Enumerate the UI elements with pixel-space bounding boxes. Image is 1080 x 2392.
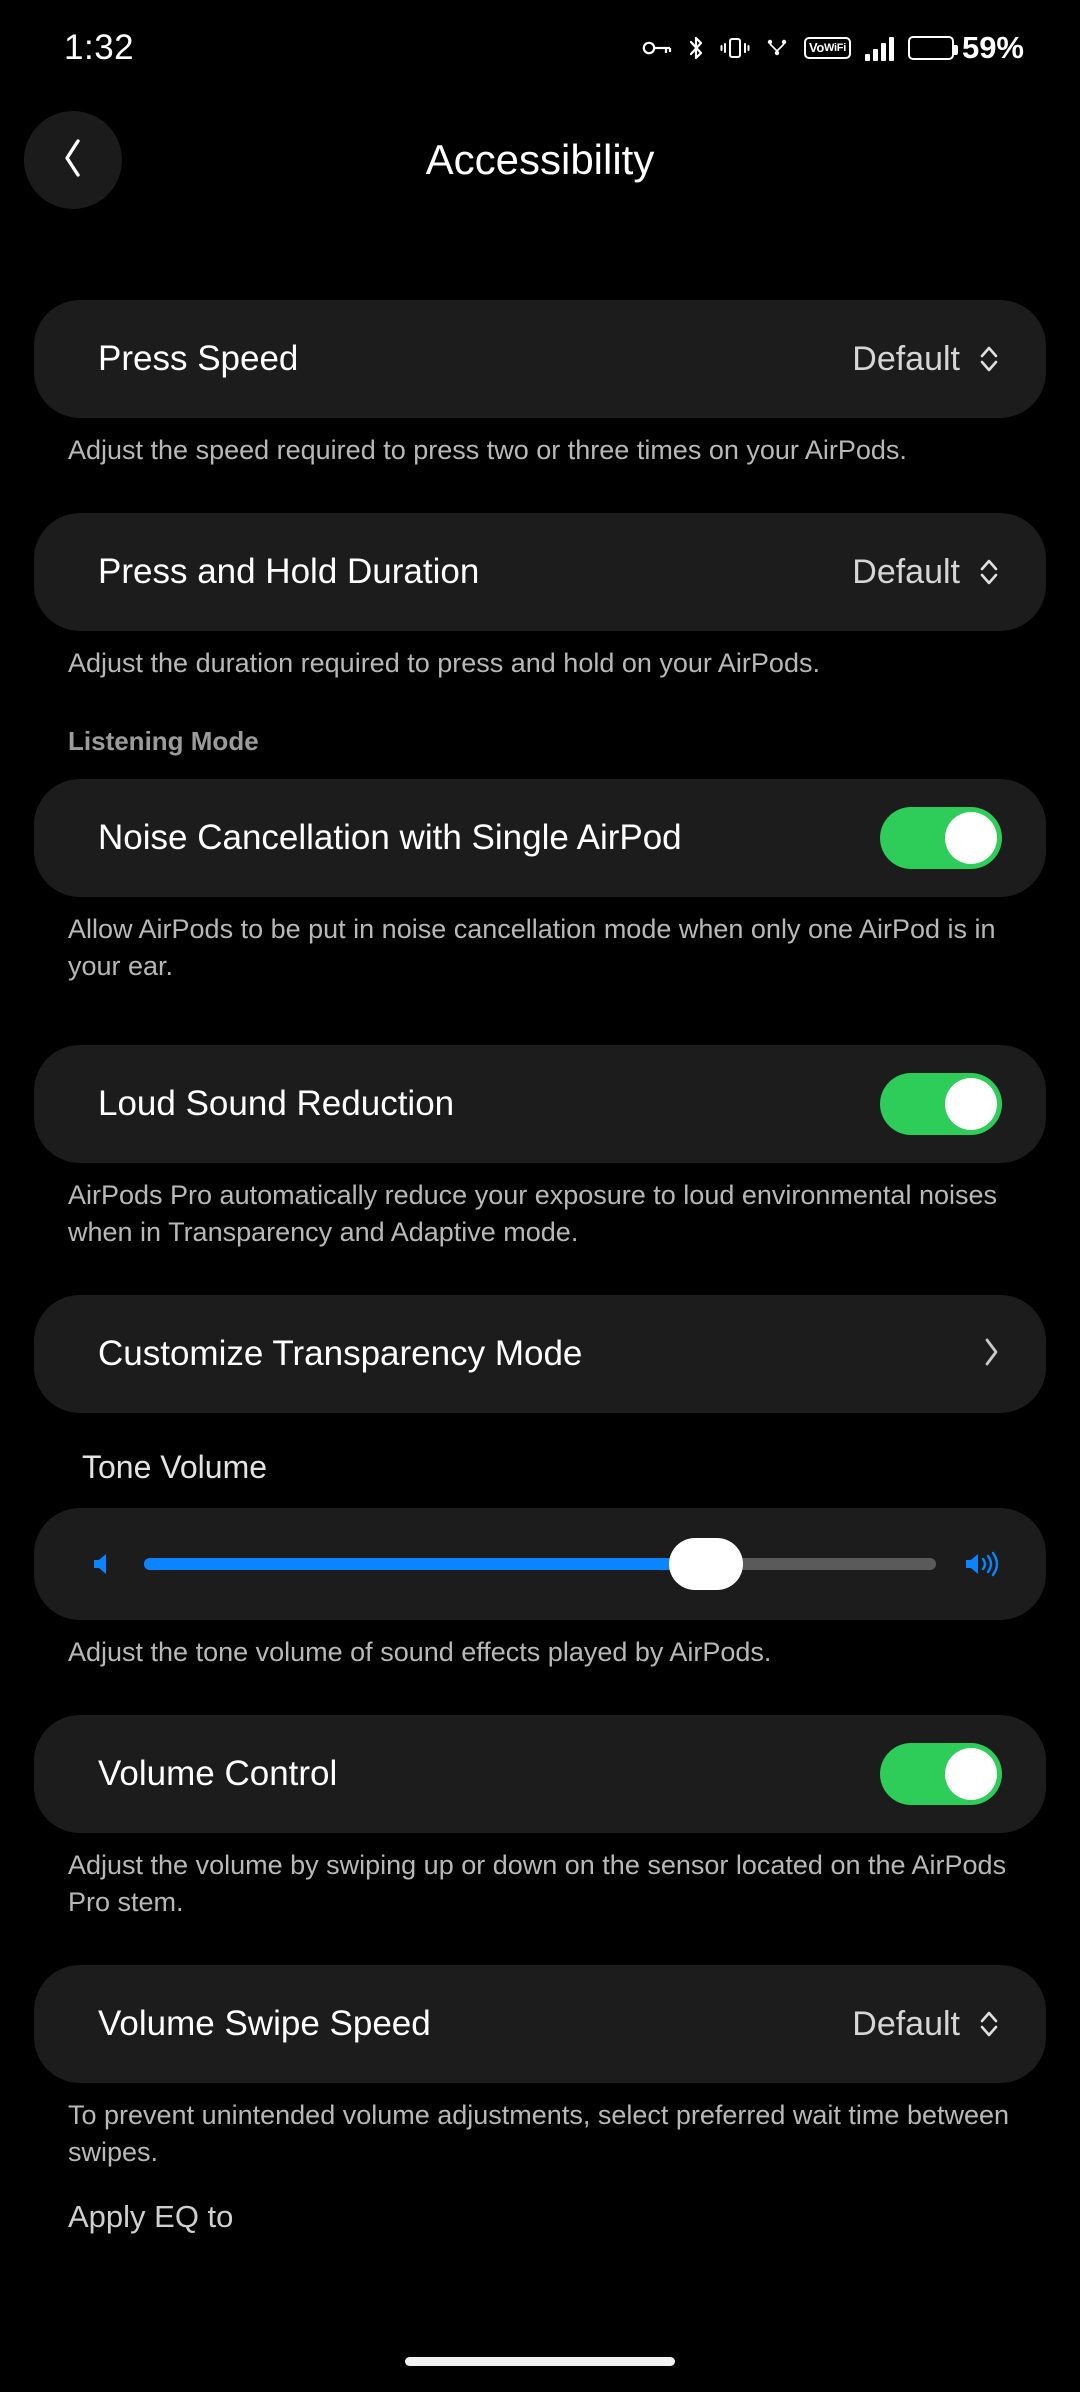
- press-speed-label: Press Speed: [98, 339, 299, 378]
- loud-sound-reduction-description: AirPods Pro automatically reduce your exposure to loud environmental noises when in Transparency and Adaptive mode.: [68, 1180, 997, 1247]
- volume-control-row[interactable]: [34, 1715, 1046, 1833]
- vowifi-bottom-text: WiFi: [824, 41, 846, 54]
- tone-volume-label: Tone Volume: [82, 1449, 268, 1485]
- settings-list: [0, 300, 1080, 2392]
- battery-icon: [908, 36, 954, 60]
- press-speed-description: Adjust the speed required to press two or three times on your AirPods.: [68, 435, 907, 465]
- page-title: Accessibility: [425, 136, 655, 183]
- volume-swipe-speed-description: To prevent unintended volume adjustments, select preferred wait time between swipes.: [68, 2100, 1010, 2167]
- customize-transparency-mode-row[interactable]: [34, 1295, 1046, 1413]
- chevron-updown-icon[interactable]: [976, 2006, 1002, 2042]
- home-indicator[interactable]: [405, 2357, 675, 2366]
- press-hold-duration-description: Adjust the duration required to press and hold on your AirPods.: [68, 648, 820, 678]
- volume-swipe-speed-label: Volume Swipe Speed: [98, 2004, 431, 2043]
- chevron-updown-icon[interactable]: [976, 341, 1002, 377]
- press-speed-value-text: Default: [852, 339, 960, 378]
- volume-control-description: Adjust the volume by swiping up or down on the sensor located on the AirPods Pro stem.: [68, 1850, 1007, 1917]
- status-bar: [0, 0, 1080, 96]
- press-speed-value[interactable]: [852, 340, 1002, 379]
- vowifi-top-text: Vo: [808, 40, 825, 55]
- volume-swipe-speed-value[interactable]: [852, 2005, 1002, 2044]
- volume-swipe-speed-value-text: Default: [852, 2004, 960, 2043]
- back-button[interactable]: [24, 111, 122, 209]
- tone-volume-slider-thumb[interactable]: [669, 1538, 743, 1590]
- tone-volume-description: Adjust the tone volume of sound effects played by AirPods.: [68, 1637, 772, 1667]
- noise-cancellation-description: Allow AirPods to be put in noise cancellation mode when only one AirPod is in your ear.: [68, 914, 996, 981]
- vowifi-icon: [804, 37, 851, 59]
- tone-volume-slider[interactable]: [144, 1558, 936, 1570]
- key-icon: [642, 38, 672, 58]
- volume-min-icon: [88, 1549, 118, 1579]
- volume-swipe-speed-row[interactable]: [34, 1965, 1046, 2083]
- press-hold-duration-row[interactable]: [34, 513, 1046, 631]
- vibrate-icon: [720, 35, 750, 61]
- noise-cancellation-toggle[interactable]: [880, 807, 1002, 869]
- press-hold-duration-label: Press and Hold Duration: [98, 552, 480, 591]
- tone-volume-slider-fill: [144, 1558, 706, 1570]
- bluetooth-icon: [686, 34, 706, 62]
- status-bar-icons: [642, 30, 1024, 66]
- chevron-updown-icon[interactable]: [976, 554, 1002, 590]
- battery-indicator: [908, 30, 1024, 66]
- listening-mode-section-header: Listening Mode: [68, 726, 259, 756]
- volume-control-toggle[interactable]: [880, 1743, 1002, 1805]
- volume-control-label: Volume Control: [98, 1754, 338, 1793]
- chevron-right-icon[interactable]: [980, 1334, 1002, 1375]
- loud-sound-reduction-row[interactable]: [34, 1045, 1046, 1163]
- press-hold-duration-value[interactable]: [852, 553, 1002, 592]
- signal-icon: [865, 35, 894, 61]
- loud-sound-reduction-label: Loud Sound Reduction: [98, 1084, 455, 1123]
- status-bar-clock: 1:32: [64, 28, 135, 67]
- loud-sound-reduction-toggle[interactable]: [880, 1073, 1002, 1135]
- noise-cancellation-single-airpod-row[interactable]: [34, 779, 1046, 897]
- volume-max-icon: [962, 1549, 1000, 1579]
- press-hold-duration-value-text: Default: [852, 552, 960, 591]
- apply-eq-to-label: Apply EQ to: [68, 2199, 234, 2234]
- chevron-left-icon: [60, 136, 86, 185]
- press-speed-row[interactable]: [34, 300, 1046, 418]
- noise-cancellation-label: Noise Cancellation with Single AirPod: [98, 818, 682, 857]
- tone-volume-slider-row[interactable]: [34, 1508, 1046, 1620]
- customize-transparency-mode-label: Customize Transparency Mode: [98, 1334, 583, 1373]
- page-header: [0, 96, 1080, 224]
- wifi-calling-icon: [764, 35, 790, 61]
- battery-percent-label: 59%: [961, 30, 1024, 65]
